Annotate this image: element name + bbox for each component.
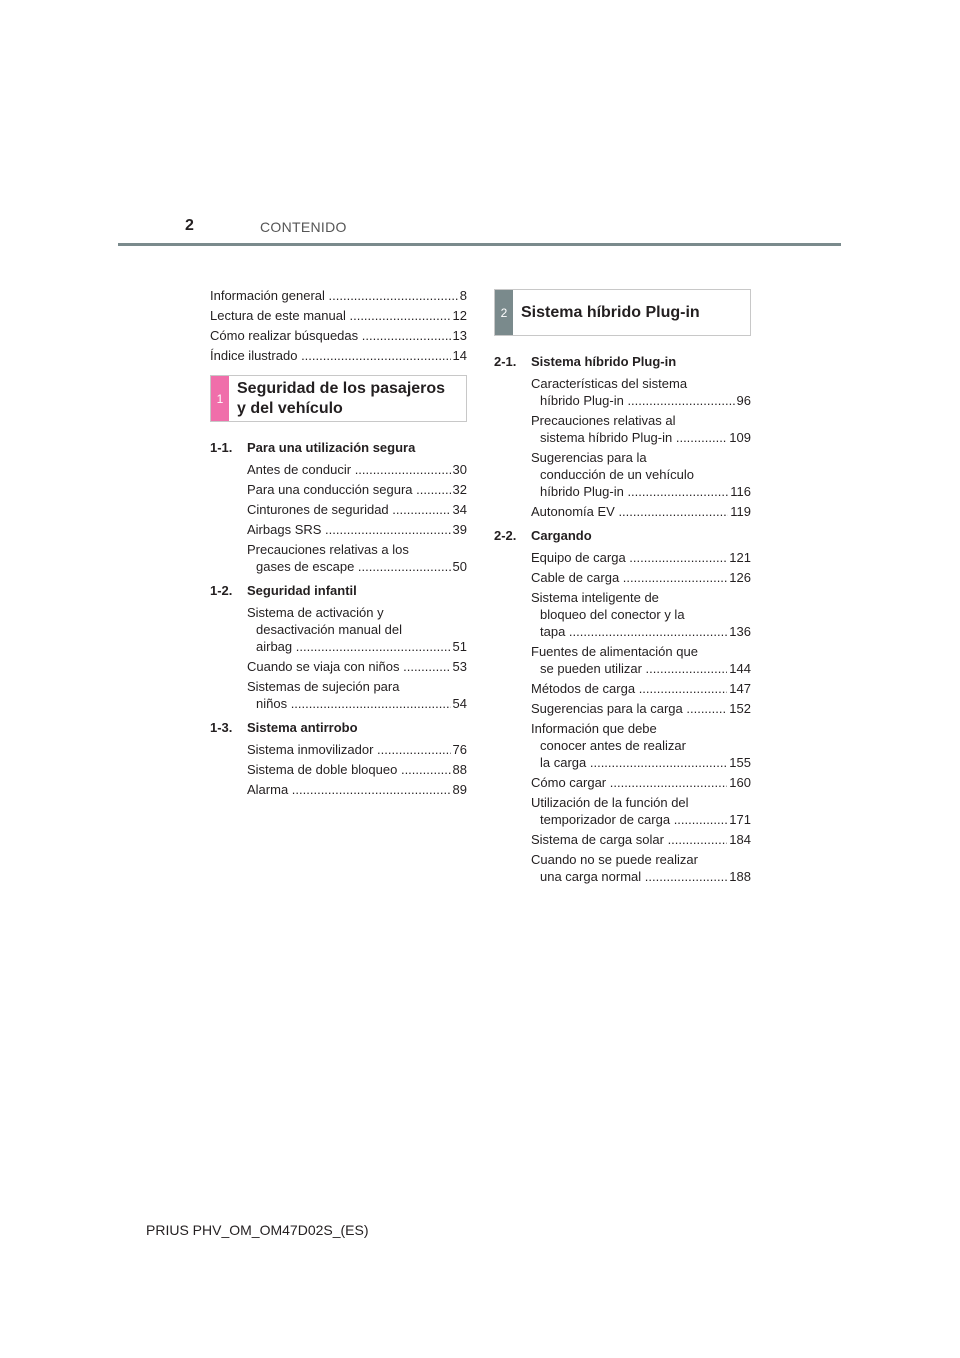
subsection-number: 2-1. bbox=[494, 354, 517, 369]
toc-entry-text: Cuando se viaja con niños ..... bbox=[247, 659, 467, 674]
toc-entry-last-line bbox=[531, 774, 751, 791]
subsection-title: Para una utilización segura bbox=[247, 440, 416, 455]
toc-entry[interactable] bbox=[247, 678, 467, 712]
toc-entry-text: Cómo cargar ..... bbox=[531, 775, 751, 790]
toc-entry-last-line bbox=[247, 741, 467, 758]
toc-entry-text: se pueden utilizar ..... bbox=[531, 661, 751, 676]
toc-entry-text: Índice ilustrado ..... bbox=[210, 348, 467, 363]
toc-entry-last-line bbox=[531, 429, 751, 446]
toc-entry-text: una carga normal ..... bbox=[531, 869, 751, 884]
toc-entry-last-line bbox=[247, 501, 467, 518]
section-contents bbox=[210, 438, 467, 798]
toc-page-number: 12 bbox=[451, 306, 467, 326]
toc-page-number: 32 bbox=[452, 482, 467, 497]
section-contents bbox=[494, 352, 751, 885]
toc-entry-last-line bbox=[531, 549, 751, 566]
toc-entry-last-line bbox=[531, 680, 751, 697]
toc-entry-last-line bbox=[531, 623, 751, 640]
toc-page-number: 34 bbox=[452, 502, 467, 517]
toc-page-number: 136 bbox=[729, 624, 751, 639]
subsection-heading[interactable] bbox=[494, 526, 751, 546]
toc-entry-last-line bbox=[531, 483, 751, 500]
toc-entry-last-line bbox=[531, 700, 751, 717]
toc-page-number: 171 bbox=[729, 812, 751, 827]
toc-entry-text: Información que debe bbox=[531, 721, 657, 736]
toc-entry-last-line bbox=[247, 461, 467, 478]
toc-page-number: 30 bbox=[452, 462, 467, 477]
subsection-entries bbox=[210, 604, 467, 712]
section-header-box[interactable] bbox=[494, 289, 751, 336]
toc-entry[interactable] bbox=[247, 501, 467, 518]
toc-entry-text: Lectura de este manual ..... bbox=[210, 308, 467, 323]
toc-entry-last-line bbox=[247, 761, 467, 778]
toc-page-number: 152 bbox=[729, 701, 751, 716]
toc-entry[interactable] bbox=[531, 774, 751, 791]
subsection-heading[interactable] bbox=[210, 438, 467, 458]
toc-line[interactable] bbox=[210, 286, 467, 306]
subsection-heading[interactable] bbox=[210, 718, 467, 738]
toc-line[interactable] bbox=[210, 326, 467, 346]
toc-entry[interactable] bbox=[247, 658, 467, 675]
toc-page-number: 144 bbox=[729, 661, 751, 676]
toc-entry-text: Antes de conducir ..... bbox=[247, 462, 467, 477]
subsection-number: 1-3. bbox=[210, 720, 233, 735]
toc-page-number: 53 bbox=[452, 659, 467, 674]
right-column bbox=[494, 289, 751, 885]
toc-page-number: 89 bbox=[452, 782, 467, 797]
subsection-entries bbox=[210, 461, 467, 575]
toc-entry[interactable] bbox=[531, 589, 751, 640]
toc-entry-text: temporizador de carga ..... bbox=[531, 812, 751, 827]
section-1-block bbox=[210, 375, 467, 798]
toc-entry-text: Fuentes de alimentación que bbox=[531, 644, 698, 659]
toc-entry-text: Autonomía EV ..... bbox=[531, 504, 751, 519]
toc-entry-text: Sistema inmovilizador ..... bbox=[247, 742, 467, 757]
toc-page-number: 119 bbox=[730, 504, 751, 519]
toc-page-number: 50 bbox=[452, 559, 467, 574]
toc-page-number: 147 bbox=[729, 681, 751, 696]
toc-entry-text: Sistemas de sujeción para bbox=[247, 679, 400, 694]
toc-entry-text: Cinturones de seguridad ..... bbox=[247, 502, 467, 517]
section-title-line-1: Sistema híbrido Plug-in bbox=[521, 303, 700, 321]
intro-list bbox=[210, 286, 467, 366]
toc-entry-text: tapa ..... bbox=[531, 624, 751, 639]
toc-entry-text: la carga ..... bbox=[531, 755, 751, 770]
page-number: 2 bbox=[185, 217, 194, 234]
toc-entry-last-line bbox=[531, 754, 751, 771]
toc-entry-text: airbag ..... bbox=[247, 639, 467, 654]
toc-entry[interactable] bbox=[531, 680, 751, 697]
toc-entry-text: Equipo de carga ..... bbox=[531, 550, 751, 565]
toc-entry-last-line bbox=[531, 831, 751, 848]
subsection-heading[interactable] bbox=[210, 581, 467, 601]
page-header-title: CONTENIDO bbox=[260, 219, 347, 235]
toc-entry[interactable] bbox=[531, 569, 751, 586]
toc-entry-text: híbrido Plug-in ..... bbox=[531, 393, 751, 408]
toc-entry[interactable] bbox=[247, 461, 467, 478]
toc-entry-text: Alarma ..... bbox=[247, 782, 467, 797]
toc-entry-text: Sugerencias para la bbox=[531, 450, 647, 465]
toc-entry-text: Airbags SRS ..... bbox=[247, 522, 467, 537]
section-number-tab: 1 bbox=[211, 376, 229, 421]
toc-entry[interactable] bbox=[531, 503, 751, 520]
toc-entry[interactable] bbox=[531, 831, 751, 848]
toc-entry-last-line bbox=[531, 503, 751, 520]
toc-entry-last-line bbox=[531, 660, 751, 677]
toc-entry-text: Cable de carga ..... bbox=[531, 570, 751, 585]
subsection-number: 1-1. bbox=[210, 440, 233, 455]
toc-entry-text: híbrido Plug-in ..... bbox=[531, 484, 751, 499]
toc-entry[interactable] bbox=[531, 720, 751, 771]
header-divider bbox=[118, 243, 841, 246]
toc-page-number: 51 bbox=[452, 639, 467, 654]
toc-entry[interactable] bbox=[247, 481, 467, 498]
subsection-title: Seguridad infantil bbox=[247, 583, 357, 598]
section-title-line-1: Seguridad de los pasajeros bbox=[237, 379, 446, 397]
toc-page-number: 39 bbox=[452, 522, 467, 537]
toc-page-number: 184 bbox=[729, 832, 751, 847]
toc-entry-last-line bbox=[247, 695, 467, 712]
subsection-number: 1-2. bbox=[210, 583, 233, 598]
toc-page-number: 13 bbox=[451, 326, 467, 346]
toc-entry-last-line bbox=[247, 521, 467, 538]
toc-entry-text: bloqueo del conector y la bbox=[540, 607, 685, 622]
toc-entry-text: niños ..... bbox=[247, 696, 467, 711]
toc-entry-text: Sistema de doble bloqueo ..... bbox=[247, 762, 467, 777]
subsection-number: 2-2. bbox=[494, 528, 517, 543]
toc-entry[interactable] bbox=[247, 541, 467, 575]
toc-entry-text: Sistema inteligente de bbox=[531, 590, 659, 605]
toc-entry-last-line bbox=[531, 392, 751, 409]
section-title-line-2: y del vehículo bbox=[237, 399, 343, 417]
toc-page-number: 121 bbox=[729, 550, 751, 565]
toc-page-number: 96 bbox=[736, 393, 751, 408]
toc-entry-text: gases de escape ..... bbox=[247, 559, 467, 574]
toc-entry[interactable] bbox=[531, 851, 751, 885]
toc-page-number: 76 bbox=[452, 742, 467, 757]
subsection-title: Sistema antirrobo bbox=[247, 720, 358, 735]
toc-entry-last-line bbox=[531, 868, 751, 885]
toc-entry[interactable] bbox=[247, 604, 467, 655]
toc-entry-text: Utilización de la función del bbox=[531, 795, 689, 810]
toc-page-number: 160 bbox=[729, 775, 751, 790]
subsection-entries bbox=[494, 549, 751, 885]
toc-entry-last-line bbox=[247, 638, 467, 655]
toc-entry[interactable] bbox=[247, 741, 467, 758]
toc-page-number: 126 bbox=[729, 570, 751, 585]
toc-entry-text: conocer antes de realizar bbox=[540, 738, 686, 753]
toc-entry-text: Métodos de carga ..... bbox=[531, 681, 751, 696]
toc-entry-text: Precauciones relativas a los bbox=[247, 542, 409, 557]
section-title bbox=[229, 376, 453, 421]
toc-entry[interactable] bbox=[531, 412, 751, 446]
toc-entry-text: Sistema de activación y bbox=[247, 605, 384, 620]
toc-entry[interactable] bbox=[531, 549, 751, 566]
toc-entry-last-line bbox=[531, 569, 751, 586]
toc-page-number: 155 bbox=[729, 755, 751, 770]
toc-entry-text: Características del sistema bbox=[531, 376, 688, 391]
toc-entry-last-line bbox=[247, 558, 467, 575]
left-column bbox=[210, 286, 467, 798]
toc-entry[interactable] bbox=[531, 449, 751, 500]
subsection-entries bbox=[494, 375, 751, 520]
toc-entry-last-line bbox=[531, 811, 751, 828]
toc-entry-text: conducción de un vehículo bbox=[540, 467, 694, 482]
toc-page-number: 54 bbox=[452, 696, 467, 711]
toc-entry[interactable] bbox=[247, 761, 467, 778]
toc-page-number: 88 bbox=[452, 762, 467, 777]
toc-entry-last-line bbox=[247, 481, 467, 498]
subsection-entries bbox=[210, 741, 467, 798]
subsection-title: Sistema híbrido Plug-in bbox=[531, 354, 677, 369]
subsection-heading[interactable] bbox=[494, 352, 751, 372]
toc-entry-text: desactivación manual del bbox=[256, 622, 402, 637]
toc-page-number: 109 bbox=[729, 430, 751, 445]
document-code: PRIUS PHV_OM_OM47D02S_(ES) bbox=[146, 1222, 369, 1238]
toc-line[interactable] bbox=[210, 346, 467, 366]
toc-page-number: 188 bbox=[729, 869, 751, 884]
toc-line[interactable] bbox=[210, 306, 467, 326]
subsection-title: Cargando bbox=[531, 528, 592, 543]
toc-entry-text: sistema híbrido Plug-in ..... bbox=[531, 430, 751, 445]
toc-entry-last-line bbox=[247, 658, 467, 675]
section-2-block bbox=[494, 289, 751, 885]
toc-page-number: 116 bbox=[730, 484, 751, 499]
toc-entry-text: Para una conducción segura ..... bbox=[247, 482, 467, 497]
toc-entry[interactable] bbox=[247, 781, 467, 798]
toc-entry-text: Cómo realizar búsquedas ..... bbox=[210, 328, 467, 343]
toc-page-number: 8 bbox=[458, 286, 467, 306]
toc-entry[interactable] bbox=[531, 700, 751, 717]
toc-page-number: 14 bbox=[451, 346, 467, 366]
toc-entry-text: Precauciones relativas al bbox=[531, 413, 676, 428]
section-header-box[interactable] bbox=[210, 375, 467, 422]
toc-entry-text: Cuando no se puede realizar bbox=[531, 852, 698, 867]
toc-entry[interactable] bbox=[531, 375, 751, 409]
toc-entry[interactable] bbox=[247, 521, 467, 538]
section-title bbox=[513, 290, 708, 335]
section-number-tab: 2 bbox=[495, 290, 513, 335]
toc-entry[interactable] bbox=[531, 643, 751, 677]
toc-entry-text: Información general ..... bbox=[210, 288, 467, 303]
toc-entry-text: Sistema de carga solar ..... bbox=[531, 832, 751, 847]
toc-entry[interactable] bbox=[531, 794, 751, 828]
toc-entry-text: Sugerencias para la carga ..... bbox=[531, 701, 751, 716]
toc-entry-last-line bbox=[247, 781, 467, 798]
